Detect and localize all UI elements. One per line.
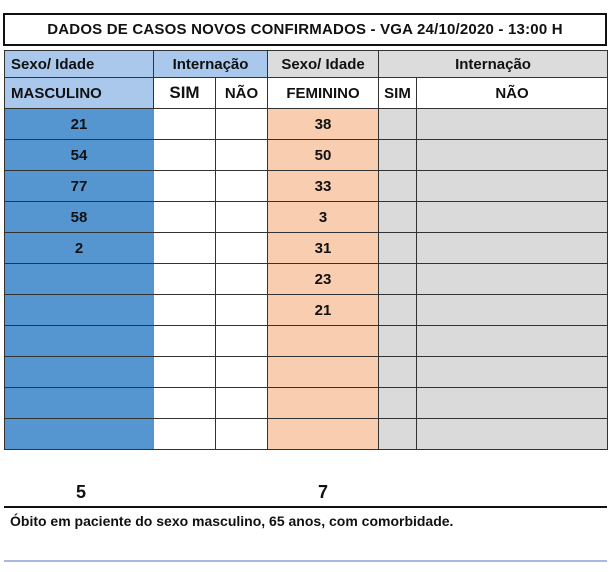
sex-age-header-female: Sexo/ Idade (268, 51, 379, 78)
male-age-cell (5, 419, 154, 450)
female-sim-cell (379, 171, 417, 202)
female-nao-cell (417, 419, 608, 450)
male-sim-cell (154, 233, 216, 264)
male-nao-cell (216, 202, 268, 233)
male-nao-cell (216, 109, 268, 140)
masculino-header: MASCULINO (5, 78, 154, 109)
male-nao-cell (216, 171, 268, 202)
male-sim-cell (154, 109, 216, 140)
header-row-2 (5, 78, 608, 109)
male-age-cell: 77 (5, 171, 154, 202)
female-nao-cell (417, 140, 608, 171)
report-title: DADOS DE CASOS NOVOS CONFIRMADOS - VGA 24/10/2020 - 13:00 H (3, 13, 607, 46)
female-age-cell: 23 (268, 264, 379, 295)
female-nao-cell (417, 295, 608, 326)
female-nao-cell (417, 388, 608, 419)
cases-table (4, 50, 608, 450)
male-nao-cell (216, 140, 268, 171)
female-sim-cell (379, 140, 417, 171)
male-sim-cell (154, 388, 216, 419)
male-nao-cell (216, 233, 268, 264)
female-sim-cell (379, 388, 417, 419)
nao-header-male: NÃO (216, 78, 268, 109)
female-age-cell (268, 388, 379, 419)
bottom-rule (4, 560, 607, 562)
death-note: Óbito em paciente do sexo masculino, 65 anos, com comorbidade. (10, 513, 454, 529)
data-rows (5, 109, 608, 450)
female-nao-cell (417, 171, 608, 202)
female-age-cell (268, 326, 379, 357)
female-sim-cell (379, 202, 417, 233)
total-female: 7 (318, 482, 329, 502)
female-age-cell: 50 (268, 140, 379, 171)
female-sim-cell (379, 233, 417, 264)
female-sim-cell (379, 357, 417, 388)
male-sim-cell (154, 357, 216, 388)
male-age-cell (5, 326, 154, 357)
male-sim-cell (154, 264, 216, 295)
totals-row (4, 478, 607, 508)
table-row (5, 140, 608, 171)
male-nao-cell (216, 295, 268, 326)
female-sim-cell (379, 326, 417, 357)
male-age-cell: 54 (5, 140, 154, 171)
male-age-cell: 21 (5, 109, 154, 140)
table-row (5, 202, 608, 233)
male-sim-cell (154, 295, 216, 326)
male-nao-cell (216, 264, 268, 295)
female-age-cell: 31 (268, 233, 379, 264)
nao-header-female: NÃO (417, 78, 608, 109)
table-row (5, 233, 608, 264)
female-nao-cell (417, 233, 608, 264)
female-age-cell (268, 419, 379, 450)
male-nao-cell (216, 326, 268, 357)
feminino-header: FEMININO (268, 78, 379, 109)
female-age-cell (268, 357, 379, 388)
table-row (5, 419, 608, 450)
male-nao-cell (216, 419, 268, 450)
total-male: 5 (76, 482, 87, 502)
male-age-cell (5, 264, 154, 295)
header-row-1 (5, 51, 608, 78)
female-sim-cell (379, 295, 417, 326)
female-sim-cell (379, 109, 417, 140)
table-row (5, 109, 608, 140)
female-nao-cell (417, 326, 608, 357)
male-age-cell (5, 295, 154, 326)
female-nao-cell (417, 109, 608, 140)
internacao-header-male: Internação (154, 51, 268, 78)
male-nao-cell (216, 357, 268, 388)
table-row (5, 357, 608, 388)
table-row (5, 171, 608, 202)
male-age-cell (5, 388, 154, 419)
female-nao-cell (417, 357, 608, 388)
male-sim-cell (154, 171, 216, 202)
table-row (5, 326, 608, 357)
sim-header-female: SIM (379, 78, 417, 109)
female-age-cell: 21 (268, 295, 379, 326)
female-age-cell: 3 (268, 202, 379, 233)
male-sim-cell (154, 140, 216, 171)
table-row (5, 295, 608, 326)
internacao-header-female: Internação (379, 51, 608, 78)
table-row (5, 264, 608, 295)
female-nao-cell (417, 264, 608, 295)
female-sim-cell (379, 264, 417, 295)
male-sim-cell (154, 326, 216, 357)
male-nao-cell (216, 388, 268, 419)
male-age-cell (5, 357, 154, 388)
male-sim-cell (154, 202, 216, 233)
table-row (5, 388, 608, 419)
female-age-cell: 33 (268, 171, 379, 202)
male-age-cell: 2 (5, 233, 154, 264)
sex-age-header-male: Sexo/ Idade (5, 51, 154, 78)
female-age-cell: 38 (268, 109, 379, 140)
female-sim-cell (379, 419, 417, 450)
male-sim-cell (154, 419, 216, 450)
male-age-cell: 58 (5, 202, 154, 233)
female-nao-cell (417, 202, 608, 233)
sim-header-male: SIM (154, 78, 216, 109)
